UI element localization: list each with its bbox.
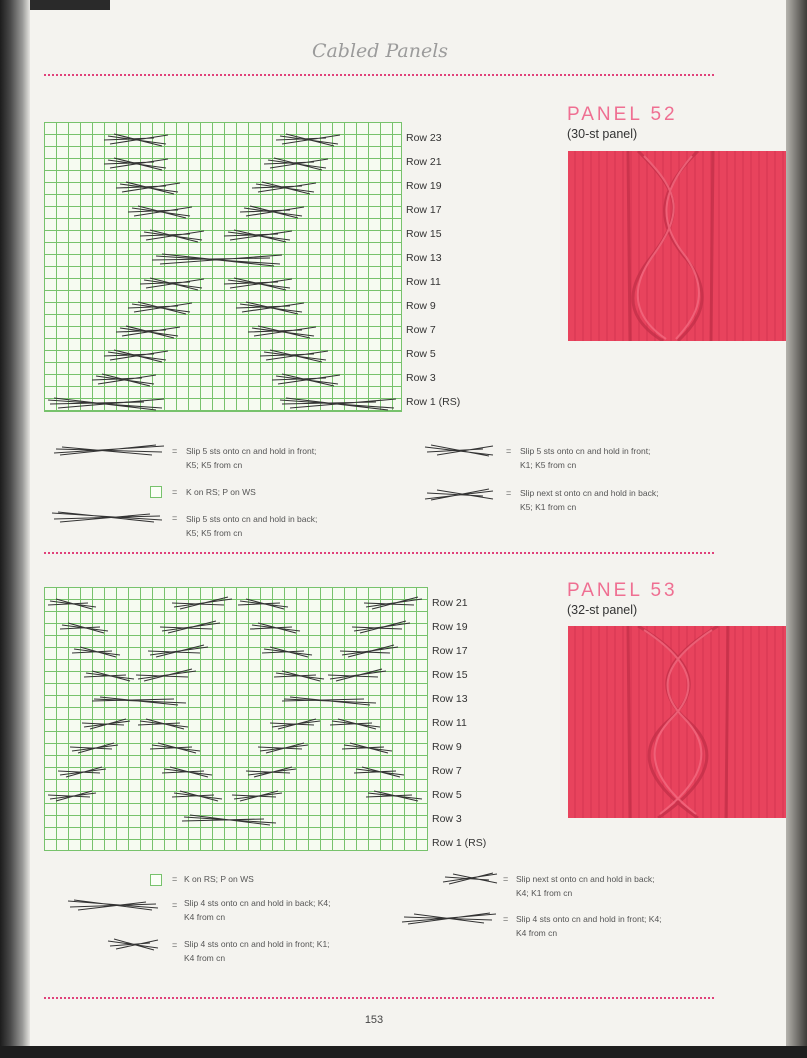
equals-sign: = [172, 446, 178, 456]
legend-symbol-5-5-back [50, 510, 165, 524]
legend-text: Slip 5 sts onto cn and hold in back; [186, 514, 318, 524]
cable-symbol [104, 158, 168, 170]
cable-symbol [92, 697, 186, 705]
row-label: Row 3 [406, 372, 436, 384]
cable-symbol [182, 815, 276, 825]
row-label: Row 1 (RS) [432, 837, 487, 849]
row-label: Row 15 [432, 669, 468, 681]
cable-symbol [162, 767, 212, 777]
cable-symbol [246, 767, 296, 777]
cable-symbol [140, 230, 204, 242]
cable-symbol [116, 182, 180, 194]
cable-symbol [238, 599, 288, 609]
cable-symbol [328, 669, 386, 681]
row-label: Row 11 [406, 276, 441, 288]
panel-52-subtitle: (30-st panel) [567, 127, 638, 141]
cable-symbol [160, 621, 220, 633]
cable-symbol [262, 647, 312, 657]
legend-symbol-5-1-back [423, 487, 495, 501]
legend-text: Slip 4 sts onto cn and hold in front; K4; [516, 914, 662, 924]
equals-sign: = [172, 874, 178, 884]
page-right-edge [786, 0, 807, 1058]
legend-text: Slip 4 sts onto cn and hold in back; K4; [184, 898, 331, 908]
legend-text: K5; K5 from cn [186, 528, 243, 538]
cable-symbol [140, 278, 204, 290]
equals-sign: = [503, 874, 509, 884]
cable-symbol [48, 398, 164, 410]
divider-middle [44, 552, 714, 554]
cable-symbol [116, 326, 180, 338]
row-label: Row 23 [406, 132, 442, 144]
cable-symbol [60, 623, 108, 633]
equals-sign: = [172, 513, 178, 523]
row-label: Row 11 [432, 717, 467, 729]
row-label: Row 19 [406, 180, 442, 192]
panel-53-title: PANEL 53 [567, 580, 678, 601]
legend-text: K4; K1 from cn [516, 888, 573, 898]
cable-symbol [342, 743, 392, 753]
legend-text: K on RS; P on WS [186, 487, 256, 497]
legend-text: K4 from cn [184, 912, 226, 922]
legend-text: Slip next st onto cn and hold in back; [520, 488, 659, 498]
legend-text: Slip 5 sts onto cn and hold in front; [520, 446, 651, 456]
equals-sign: = [172, 487, 178, 497]
page-bottom-edge [0, 1046, 807, 1058]
cable-symbol [258, 743, 308, 753]
panel-52-swatch-photo [568, 151, 786, 341]
cable-symbol [224, 278, 292, 290]
legend-text: K5; K1 from cn [520, 502, 577, 512]
cable-symbol [104, 134, 168, 146]
legend-text: K5; K5 from cn [186, 460, 243, 470]
legend-text: Slip 5 sts onto cn and hold in front; [186, 446, 317, 456]
cable-symbol [138, 719, 188, 729]
legend-text: K4 from cn [184, 953, 226, 963]
cable-symbol [48, 791, 96, 801]
cable-symbol [260, 350, 328, 362]
cable-symbol [152, 254, 282, 266]
legend-symbol-4-1-back [441, 871, 499, 885]
cable-symbol [128, 206, 192, 218]
cable-symbol [270, 719, 320, 729]
cable-symbol [274, 671, 324, 681]
row-label: Row 3 [432, 813, 462, 825]
panel-53-swatch-photo [568, 626, 786, 818]
cable-symbol [252, 182, 316, 194]
cable-symbol [232, 791, 282, 801]
equals-sign: = [172, 940, 178, 950]
legend-symbol-4-4-back [66, 898, 161, 912]
row-label: Row 1 (RS) [406, 396, 461, 408]
cable-symbol [272, 374, 340, 386]
cable-symbol [250, 623, 300, 633]
cable-symbol [82, 719, 130, 729]
cable-symbol [224, 230, 292, 242]
legend-symbol-1-5-front [423, 443, 495, 457]
row-label: Row 5 [432, 789, 462, 801]
cable-symbol [72, 647, 120, 657]
cable-symbol [128, 302, 192, 314]
page-number: 153 [364, 1014, 384, 1026]
cable-symbol [366, 791, 422, 801]
cable-symbol [240, 206, 304, 218]
row-label: Row 19 [432, 621, 468, 633]
panel-53-subtitle: (32-st panel) [567, 603, 638, 617]
legend-knit-square [150, 486, 162, 498]
panel-53-cable-symbols [44, 587, 428, 851]
divider-bottom [44, 997, 714, 999]
row-label: Row 15 [406, 228, 442, 240]
cable-symbol [354, 767, 404, 777]
row-label: Row 17 [432, 645, 468, 657]
panel-52-cable-symbols [44, 122, 402, 412]
cable-symbol [276, 134, 340, 146]
cable-symbol [172, 597, 232, 609]
cable-symbol [264, 158, 328, 170]
cable-symbol [172, 791, 222, 801]
cable-symbol [340, 645, 398, 657]
book-spine-shadow [0, 0, 30, 1058]
legend-text: K4 from cn [516, 928, 558, 938]
row-label: Row 5 [406, 348, 436, 360]
cable-symbol [148, 645, 208, 657]
legend-knit-square [150, 874, 162, 886]
cable-symbol [330, 719, 380, 729]
equals-sign: = [172, 900, 178, 910]
row-label: Row 7 [406, 324, 436, 336]
panel-52-title: PANEL 52 [567, 104, 678, 125]
row-label: Row 13 [432, 693, 468, 705]
divider-top [44, 74, 714, 76]
cable-symbol [150, 743, 200, 753]
legend-text: K on RS; P on WS [184, 874, 254, 884]
cable-symbol [48, 599, 96, 609]
running-header: Cabled Panels [311, 40, 449, 62]
cable-symbol [70, 743, 118, 753]
row-label: Row 9 [406, 300, 436, 312]
legend-text: Slip 4 sts onto cn and hold in front; K1; [184, 939, 330, 949]
row-label: Row 21 [432, 597, 468, 609]
cable-symbol [280, 398, 396, 410]
cable-symbol [104, 350, 168, 362]
legend-symbol-4-4-front [400, 911, 498, 925]
cable-symbol [92, 374, 156, 386]
cable-symbol [136, 669, 196, 681]
legend-symbol-1-4-front [106, 937, 161, 951]
row-label: Row 17 [406, 204, 442, 216]
row-label: Row 9 [432, 741, 462, 753]
legend-text: Slip next st onto cn and hold in back; [516, 874, 655, 884]
cable-symbol [352, 621, 410, 633]
row-label: Row 13 [406, 252, 442, 264]
cable-symbol [364, 597, 422, 609]
legend-symbol-5-5-front [52, 443, 167, 457]
panel-52-chart-grid [44, 122, 402, 412]
equals-sign: = [506, 488, 512, 498]
cable-symbol [236, 302, 304, 314]
cable-symbol [282, 697, 376, 705]
row-label: Row 21 [406, 156, 442, 168]
equals-sign: = [506, 446, 512, 456]
cable-symbol [58, 767, 106, 777]
panel-53-chart-grid [44, 587, 428, 851]
equals-sign: = [503, 914, 509, 924]
legend-text: K1; K5 from cn [520, 460, 577, 470]
cable-symbol [248, 326, 316, 338]
row-label: Row 7 [432, 765, 462, 777]
cable-symbol [84, 671, 134, 681]
